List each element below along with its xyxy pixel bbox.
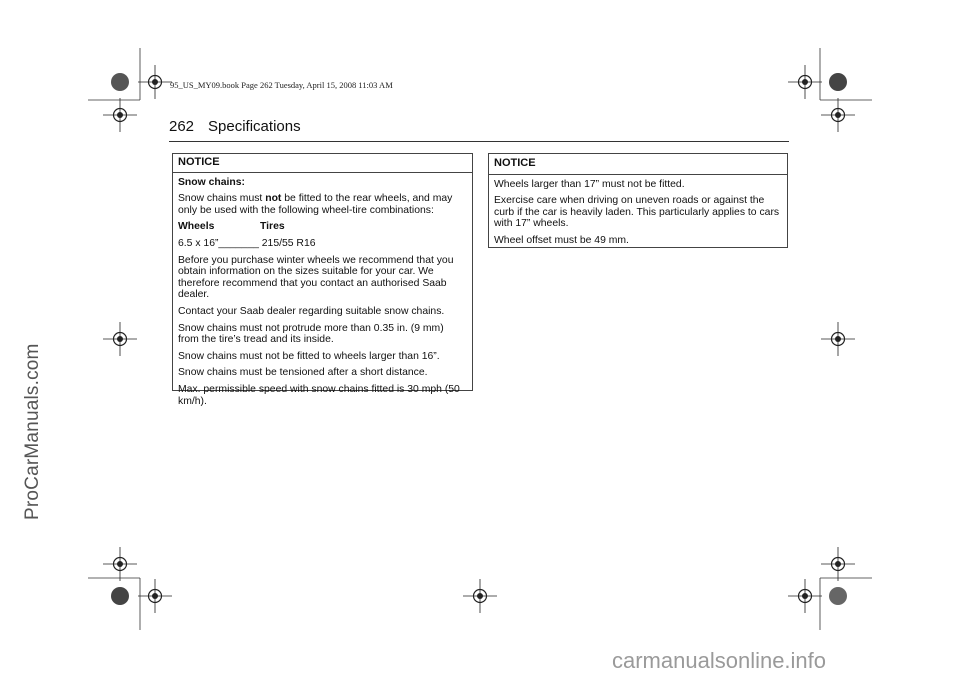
registration-dot — [111, 587, 129, 605]
wheel-tire-table-header: Wheels Tires — [178, 221, 285, 233]
registration-crosshair — [138, 579, 172, 613]
section-title: Specifications — [208, 118, 301, 135]
notice-paragraph: Contact your Saab dealer regarding suitable snow chains. — [178, 305, 445, 317]
notice-paragraph: Snow chains must not protrude more than 0.35 in. (9 mm) from the tire’s tread and its inside. — [178, 322, 444, 346]
registration-crosshair — [788, 579, 822, 613]
registration-crosshair — [103, 547, 137, 581]
wheel-tire-table-row: 6.5 x 16”_______ 215/55 R16 — [178, 237, 316, 249]
registration-dot — [829, 73, 847, 91]
registration-crosshair — [821, 322, 855, 356]
notice-paragraph: Wheels larger than 17” must not be fitted. — [494, 178, 685, 190]
registration-crosshair — [821, 98, 855, 132]
notice-paragraph: Max. permissible speed with snow chains fitted is 30 mph (50 km/h). — [178, 383, 460, 407]
notice-title: NOTICE — [173, 154, 472, 173]
notice-paragraph: Snow chains must be tensioned after a short distance. — [178, 367, 428, 379]
print-info-line: 95_US_MY09.book Page 262 Tuesday, April 15, 2008 11:03 AM — [170, 80, 393, 90]
registration-crosshair — [788, 65, 822, 99]
notice-paragraph: Snow chains must not be fitted to wheels larger than 16”. — [178, 350, 440, 362]
registration-crosshair — [138, 65, 172, 99]
notice-subtitle: Snow chains: — [178, 176, 245, 188]
registration-crosshair — [463, 579, 497, 613]
notice-paragraph: Before you purchase winter wheels we recommend that you obtain information on the sizes suitable for your car. We therefore recommend that you contact an authorised Saab dealer. — [178, 254, 454, 301]
page-number: 262 — [169, 118, 195, 135]
registration-crosshair — [103, 322, 137, 356]
notice-intro: Snow chains must not be fitted to the rear wheels, and may only be used with the following wheel-tire combinations: — [178, 193, 453, 216]
registration-dot — [829, 587, 847, 605]
registration-crosshair — [821, 547, 855, 581]
registration-crosshair — [103, 98, 137, 132]
notice-title: NOTICE — [489, 154, 787, 175]
notice-paragraph: Exercise care when driving on uneven roads or against the curb if the car is heavily laden. This particularly applies to cars with 17” wheels. — [494, 195, 780, 230]
watermark-bottom: carmanualsonline.info — [612, 648, 827, 673]
watermark-side: ProCarManuals.com — [22, 343, 43, 520]
notice-paragraph: Wheel offset must be 49 mm. — [494, 234, 629, 246]
registration-dot — [111, 73, 129, 91]
